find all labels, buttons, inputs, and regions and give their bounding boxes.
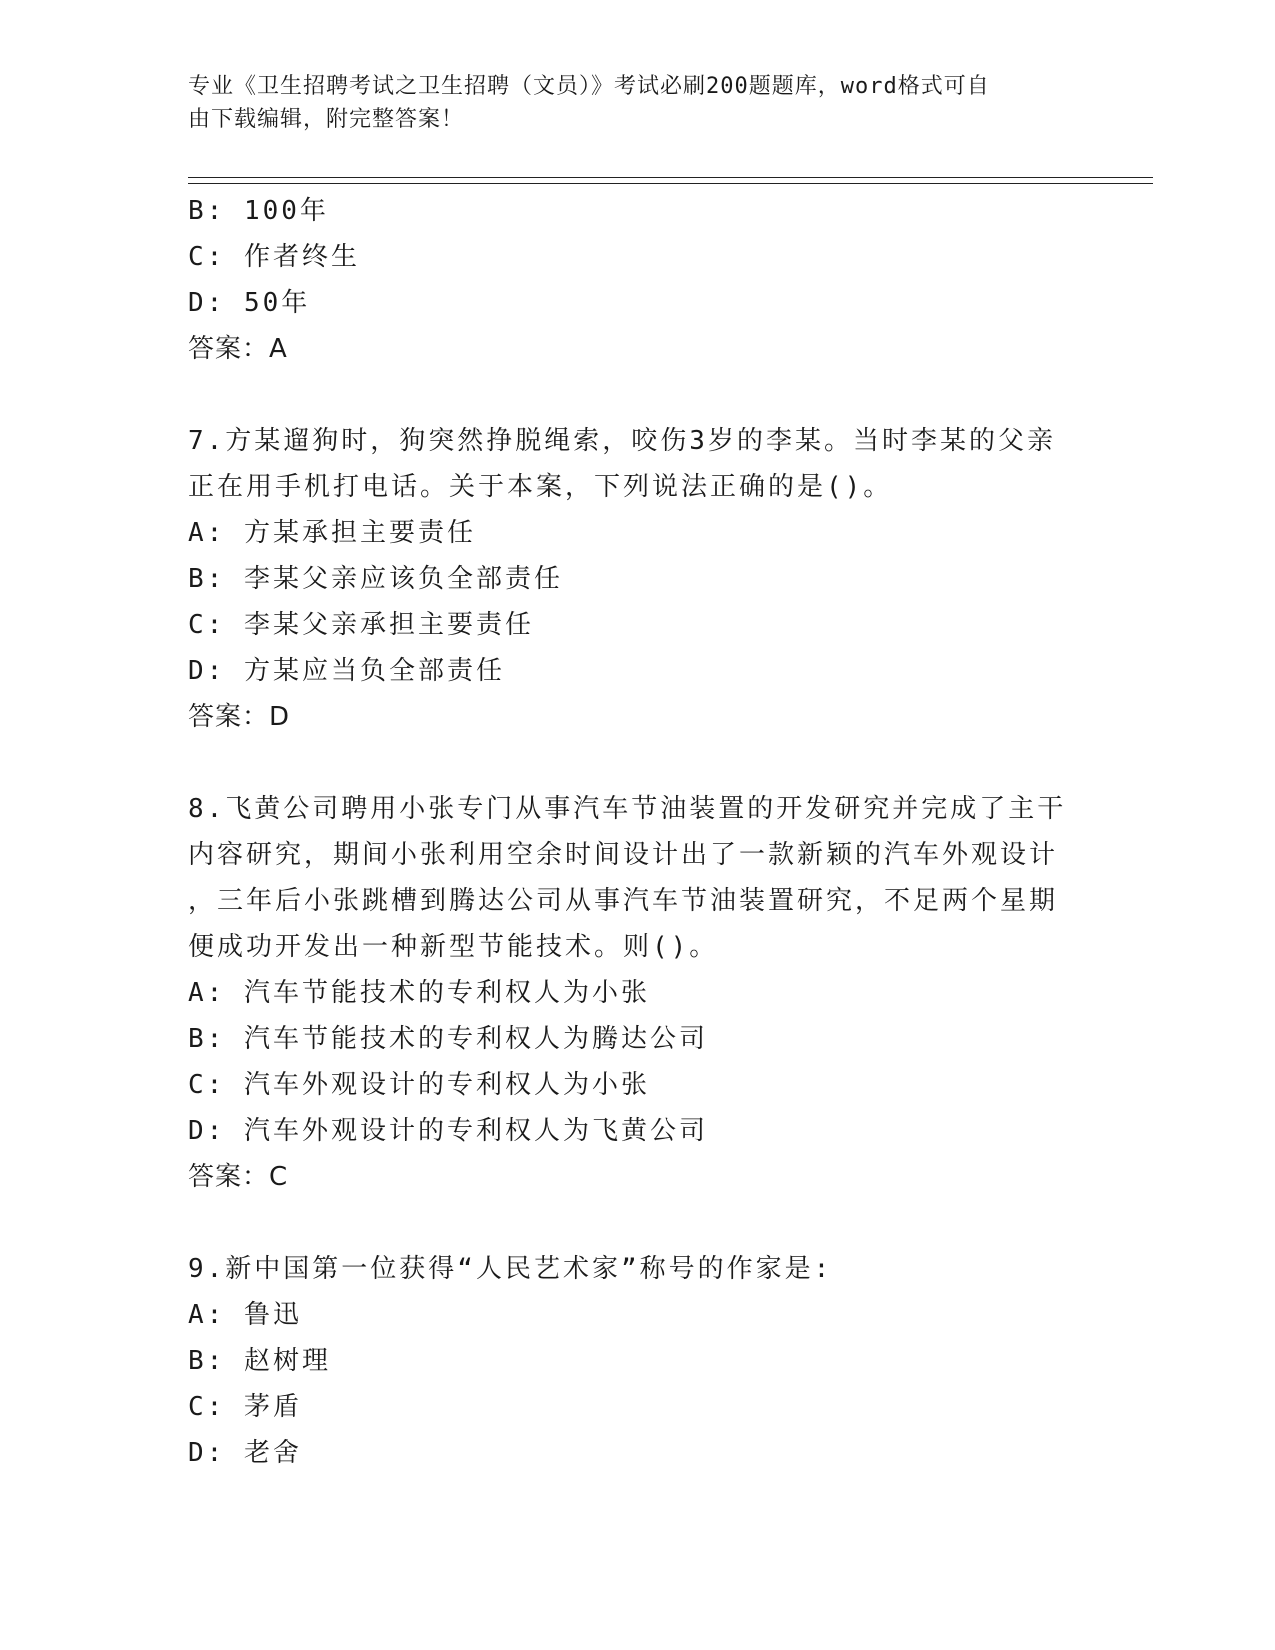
option-line: B: 100年 (188, 196, 329, 226)
answer-line: 答案：A (188, 334, 288, 364)
question-text-line: 7.方某遛狗时，狗突然挣脱绳索，咬伤3岁的李某。当时李某的父亲 (188, 426, 1056, 456)
header-line-1: 专业《卫生招聘考试之卫生招聘（文员）》考试必刷200题题库，word格式可自 (188, 74, 990, 99)
answer-line: 答案：C (188, 1162, 289, 1192)
option-line: A: 方某承担主要责任 (188, 518, 476, 548)
option-line: C: 汽车外观设计的专利权人为小张 (188, 1070, 650, 1100)
option-line: B: 李某父亲应该负全部责任 (188, 564, 563, 594)
document-header (188, 70, 1068, 136)
header-divider-bottom (188, 183, 1153, 184)
answer-line: 答案：D (188, 702, 291, 732)
spacer (188, 1200, 1088, 1246)
option-line: C: 作者终生 (188, 242, 360, 272)
header-divider-top (188, 177, 1153, 178)
spacer (188, 740, 1088, 786)
question-text-line: 9.新中国第一位获得“人民艺术家”称号的作家是: (188, 1254, 833, 1284)
header-line-2: 由下载编辑，附完整答案！ (188, 107, 465, 132)
question-text-line: 内容研究，期间小张利用空余时间设计出了一款新颖的汽车外观设计 (188, 840, 1059, 870)
option-line: D: 老舍 (188, 1438, 302, 1468)
spacer (188, 372, 1088, 418)
option-line: A: 汽车节能技术的专利权人为小张 (188, 978, 650, 1008)
option-line: B: 赵树理 (188, 1346, 331, 1376)
question-list (188, 188, 1088, 1476)
option-line: A: 鲁迅 (188, 1300, 302, 1330)
option-line: D: 汽车外观设计的专利权人为飞黄公司 (188, 1116, 708, 1146)
option-line: C: 茅盾 (188, 1392, 302, 1422)
question-text-line: 正在用手机打电话。关于本案，下列说法正确的是()。 (188, 472, 893, 502)
option-line: C: 李某父亲承担主要责任 (188, 610, 534, 640)
option-line: B: 汽车节能技术的专利权人为腾达公司 (188, 1024, 708, 1054)
question-text-line: 8.飞黄公司聘用小张专门从事汽车节油装置的开发研究并完成了主干 (188, 794, 1067, 824)
question-text-line: ，三年后小张跳槽到腾达公司从事汽车节油装置研究，不足两个星期 (188, 886, 1059, 916)
question-text-line: 便成功开发出一种新型节能技术。则()。 (188, 932, 719, 962)
option-line: D: 方某应当负全部责任 (188, 656, 505, 686)
option-line: D: 50年 (188, 288, 311, 318)
